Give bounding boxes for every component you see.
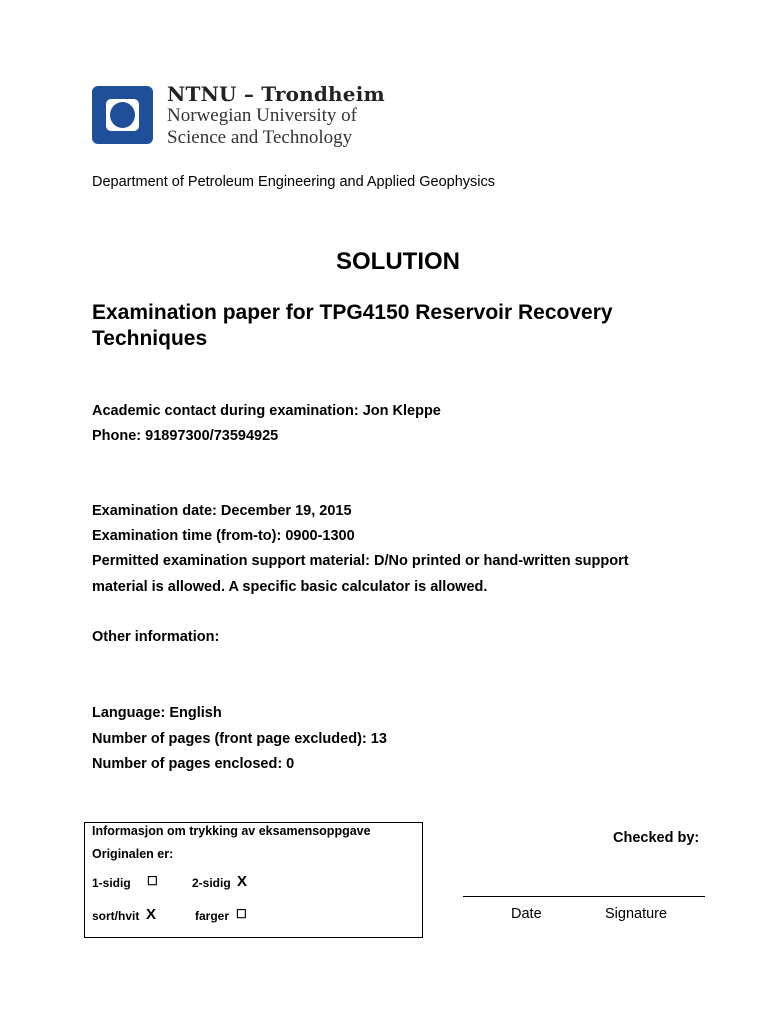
one-sided-label: 1-sidig: [92, 876, 131, 890]
language: Language: English: [92, 705, 222, 721]
signature-line: [463, 896, 705, 897]
logo-line-2: Science and Technology: [167, 127, 353, 148]
originalen-label: Originalen er:: [92, 847, 174, 861]
ntnu-logo-icon: [92, 86, 153, 144]
bw-mark: X: [146, 906, 157, 923]
number-of-pages: Number of pages (front page excluded): 13: [92, 731, 387, 747]
bw-label: sort/hvit: [92, 909, 140, 923]
print-box-heading: Informasjon om trykking av eksamensoppgave: [92, 824, 371, 838]
color-checkbox: ☐: [236, 907, 247, 921]
exam-date: Examination date: December 19, 2015: [92, 503, 352, 519]
pages-enclosed: Number of pages enclosed: 0: [92, 756, 295, 772]
exam-title: Examination paper for TPG4150 Reservoir Recovery Techniques: [92, 301, 613, 350]
department: Department of Petroleum Engineering and Applied Geophysics: [92, 174, 496, 190]
date-label: Date: [511, 906, 542, 922]
phone: Phone: 91897300/73594925: [92, 428, 279, 444]
support-material-line-2: material is allowed. A specific basic calculator is allowed.: [92, 579, 488, 595]
academic-contact: Academic contact during examination: Jon Kleppe: [92, 403, 441, 419]
logo-title: NTNU – Trondheim: [167, 82, 385, 106]
signature-label: Signature: [605, 906, 668, 922]
checked-by-label: Checked by:: [613, 830, 700, 846]
two-sided-label: 2-sidig: [192, 876, 231, 890]
support-material-line-1: Permitted examination support material: D/No printed or hand-written support: [92, 553, 629, 569]
other-information: Other information:: [92, 629, 220, 645]
two-sided-mark: X: [237, 873, 248, 890]
color-label: farger: [195, 909, 230, 923]
exam-time: Examination time (from-to): 0900-1300: [92, 528, 355, 544]
one-sided-checkbox: ☐: [147, 874, 158, 888]
solution-heading: SOLUTION: [336, 248, 460, 275]
print-info-box: [84, 822, 423, 938]
logo-line-1: Norwegian University of: [167, 105, 357, 126]
